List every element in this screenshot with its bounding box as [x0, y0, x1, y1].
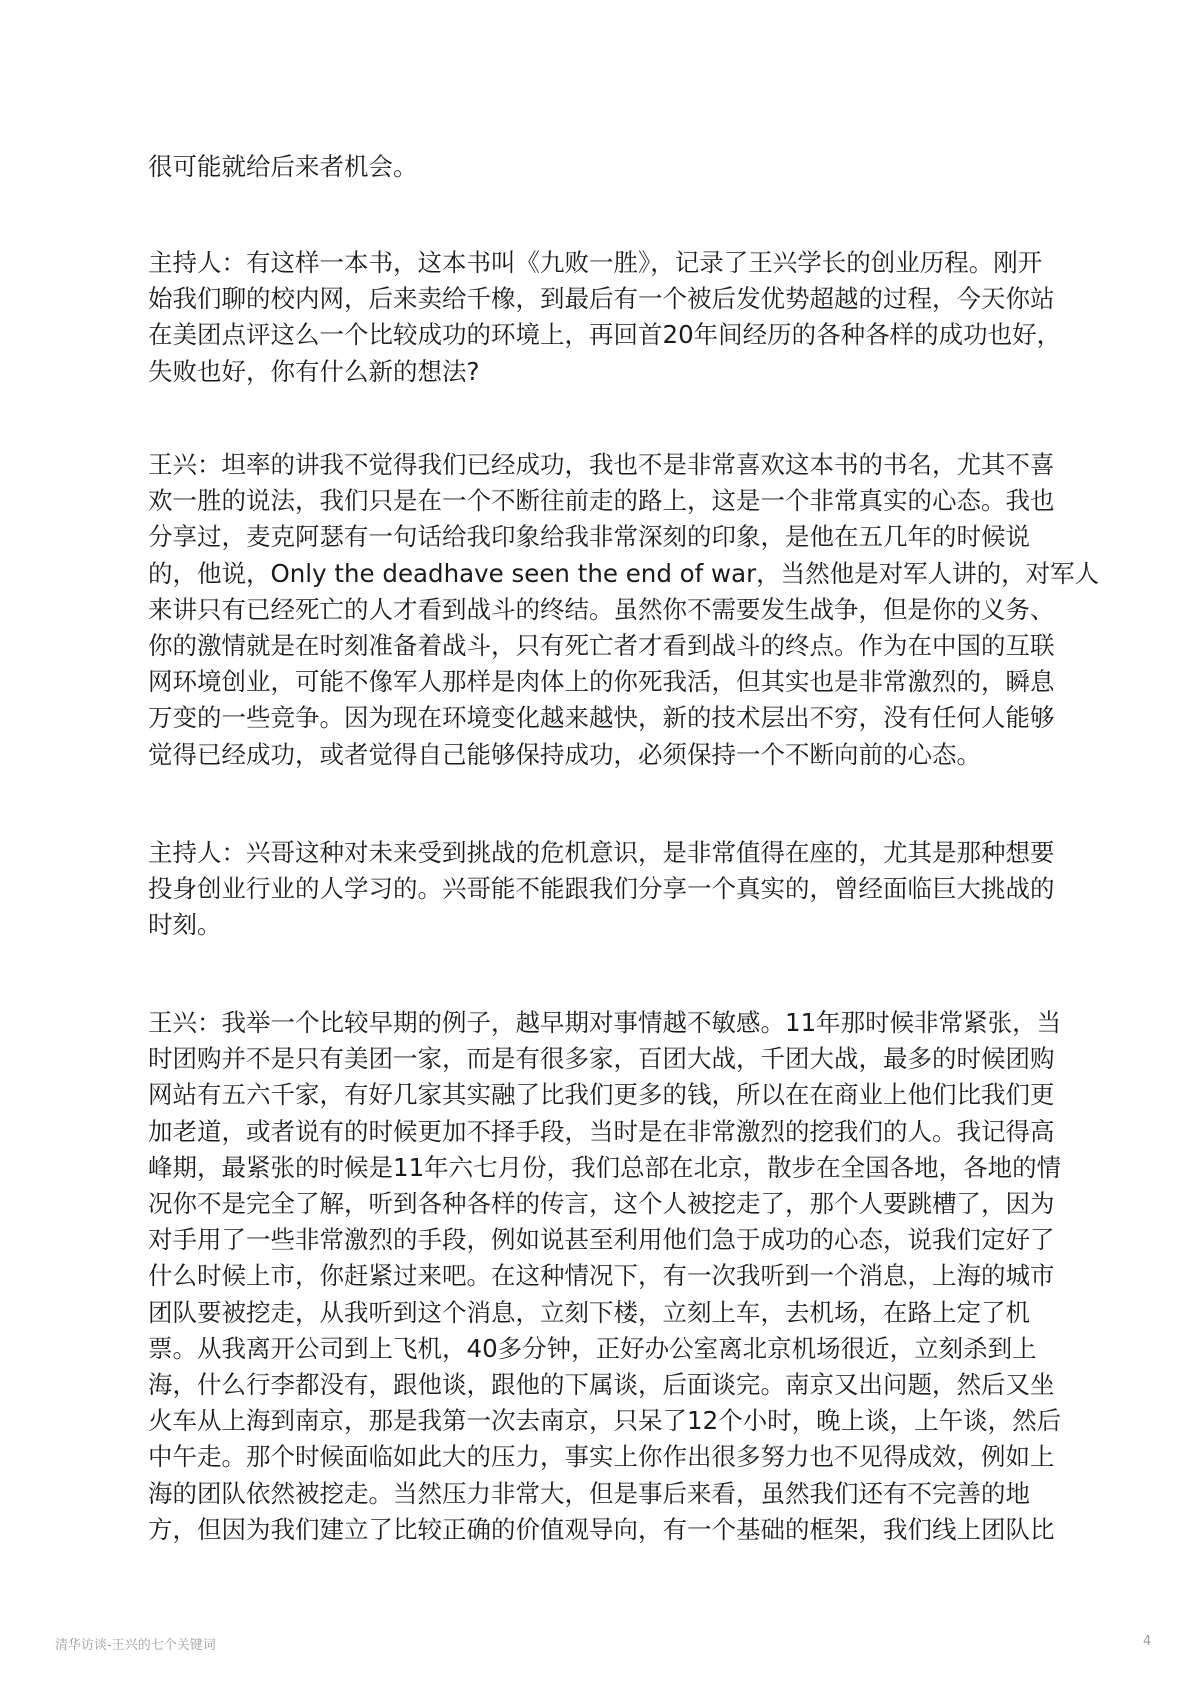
- text-line: 失败也好，你有什么新的想法?: [148, 356, 480, 386]
- text-line: 的，他说，Only the deadhave seen the end of war，当然他是对军人讲的，对军人: [148, 558, 1100, 588]
- text-line: 主持人：有这样一本书，这本书叫《九败一胜》，记录了王兴学长的创业历程。刚开: [148, 248, 1043, 277]
- paragraph-5-wangxing: [148, 1005, 1108, 1548]
- paragraph-2-host: [148, 245, 1108, 390]
- text-line: 网环境创业，可能不像军人那样是肉体上的你死我活，但其实也是非常激烈的，瞬息: [148, 667, 1055, 697]
- page-number: 4: [1143, 1634, 1152, 1649]
- text-line: 时刻。: [148, 910, 222, 940]
- text-line: 海的团队依然被挖走。当然压力非常大，但是事后来看，虽然我们还有不完善的地: [148, 1478, 1030, 1508]
- text-line: 票。从我离开公司到上飞机，40多分钟，正好办公室离北京机场很近，立刻杀到上: [148, 1333, 1037, 1363]
- text-line: 你的激情就是在时刻准备着战斗，只有死亡者才看到战斗的终点。作为在中国的互联: [148, 631, 1055, 661]
- text-line: 时团购并不是只有美团一家，而是有很多家，百团大战，千团大战，最多的时候团购: [148, 1044, 1055, 1074]
- text-line: 王兴：坦率的讲我不觉得我们已经成功，我也不是非常喜欢这本书的书名，尤其不喜: [148, 450, 1055, 479]
- text-line: 欢一胜的说法，我们只是在一个不断往前走的路上，这是一个非常真实的心态。我也: [148, 486, 1055, 516]
- text-line: 在美团点评这么一个比较成功的环境上，再回首20年间经历的各种各样的成功也好，: [148, 320, 1062, 350]
- text-line: 团队要被挖走，从我听到这个消息，立刻下楼，立刻上车，去机场，在路上定了机: [148, 1297, 1030, 1327]
- text-line: 海，什么行李都没有，跟他谈，跟他的下属谈，后面谈完。南京又出问题，然后又坐: [148, 1370, 1055, 1400]
- paragraph-4-host: [148, 835, 1108, 944]
- text-line: 方，但因为我们建立了比较正确的价值观导向，有一个基础的框架，我们线上团队比: [148, 1514, 1055, 1544]
- text-line: 峰期，最紧张的时候是11年六七月份，我们总部在北京，散步在全国各地，各地的情: [148, 1152, 1062, 1182]
- paragraph-1: [148, 149, 1108, 185]
- text-line: 加老道，或者说有的时候更加不择手段，当时是在非常激烈的挖我们的人。我记得高: [148, 1116, 1055, 1146]
- text-line: 分享过，麦克阿瑟有一句话给我印象给我非常深刻的印象，是他在五几年的时候说: [148, 522, 1030, 552]
- paragraph-3-wangxing: [148, 447, 1108, 773]
- text-line: 中午走。那个时候面临如此大的压力，事实上你作出很多努力也不见得成效，例如上: [148, 1442, 1055, 1472]
- footer-document-title: 清华访谈-王兴的七个关键词: [55, 1638, 216, 1653]
- text-line: 主持人：兴哥这种对未来受到挑战的危机意识，是非常值得在座的，尤其是那种想要: [148, 838, 1055, 867]
- text-line: 很可能就给后来者机会。: [148, 152, 418, 181]
- text-line: 始我们聊的校内网，后来卖给千橡，到最后有一个被后发优势超越的过程，今天你站: [148, 284, 1055, 314]
- text-line: 万变的一些竞争。因为现在环境变化越来越快，新的技术层出不穷，没有任何人能够: [148, 703, 1055, 733]
- text-line: 王兴：我举一个比较早期的例子，越早期对事情越不敏感。11年那时候非常紧张，当: [148, 1008, 1062, 1037]
- text-line: 对手用了一些非常激烈的手段，例如说甚至利用他们急于成功的心态，说我们定好了: [148, 1225, 1055, 1255]
- text-line: 什么时候上市，你赶紧过来吧。在这种情况下，有一次我听到一个消息，上海的城市: [148, 1261, 1055, 1291]
- text-line: 网站有五六千家，有好几家其实融了比我们更多的钱，所以在在商业上他们比我们更: [148, 1080, 1055, 1110]
- text-line: 投身创业行业的人学习的。兴哥能不能跟我们分享一个真实的，曾经面临巨大挑战的: [148, 874, 1055, 904]
- text-line: 火车从上海到南京，那是我第一次去南京，只呆了12个小时，晚上谈，上午谈，然后: [148, 1406, 1062, 1436]
- text-line: 况你不是完全了解，听到各种各样的传言，这个人被挖走了，那个人要跳槽了，因为: [148, 1189, 1055, 1219]
- text-line: 来讲只有已经死亡的人才看到战斗的终结。虽然你不需要发生战争，但是你的义务、: [148, 594, 1055, 624]
- text-line: 觉得已经成功，或者觉得自己能够保持成功，必须保持一个不断向前的心态。: [148, 739, 981, 769]
